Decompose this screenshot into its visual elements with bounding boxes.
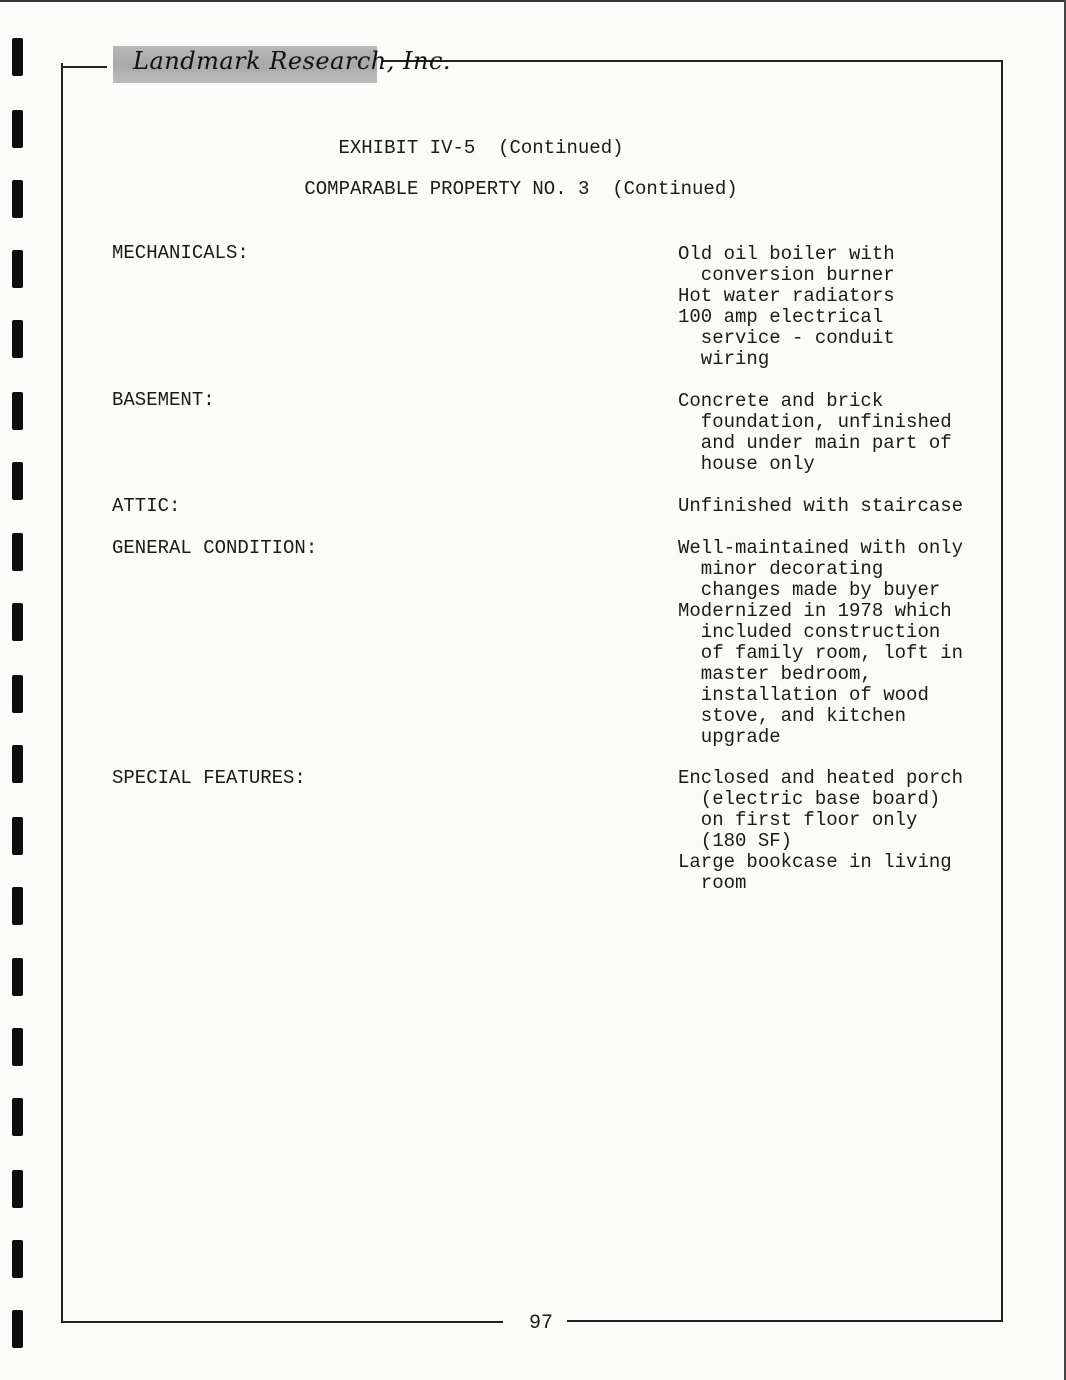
binding-mark (12, 1310, 23, 1348)
binding-mark (12, 675, 23, 713)
section-label-special-features: SPECIAL FEATURES: (112, 767, 306, 789)
binding-mark (12, 250, 23, 288)
binding-mark (12, 745, 23, 783)
binding-mark (12, 603, 23, 641)
frame-border-right (1001, 60, 1003, 1322)
binding-mark (12, 1170, 23, 1208)
section-value-general-condition: Well-maintained with only minor decorating changes made by buyer Modernized in 1978 which included construction of family room, loft in master bedroom, installation of wood stove, and kitchen upgrade (678, 537, 964, 748)
exhibit-title: EXHIBIT IV-5 (Continued) (338, 137, 624, 159)
section-label-basement: BASEMENT: (112, 389, 215, 411)
section-value-mechanicals: Old oil boiler with conversion burner Hot water radiators 100 amp electrical service - conduit wiring (678, 243, 895, 370)
section-label-attic: ATTIC: (112, 495, 181, 517)
property-title: COMPARABLE PROPERTY NO. 3 (Continued) (304, 178, 738, 200)
binding-mark (12, 533, 23, 571)
company-logo (113, 46, 452, 83)
frame-border-top (61, 66, 107, 68)
section-value-basement: Concrete and brick foundation, unfinished and under main part of house only (678, 390, 952, 475)
page-top-edge (0, 0, 1066, 2)
section-value-attic: Unfinished with staircase (678, 495, 964, 517)
section-label-general-condition: GENERAL CONDITION: (112, 537, 318, 559)
binding-mark (12, 817, 23, 855)
binding-mark (12, 1240, 23, 1278)
binding-mark (12, 392, 23, 430)
frame-border-top (383, 60, 1003, 62)
binding-mark (12, 1098, 23, 1136)
binding-mark (12, 1028, 23, 1066)
binding-mark (12, 38, 23, 76)
section-value-special-features: Enclosed and heated porch (electric base board) on first floor only (180 SF) Large bookcase in living room (678, 767, 964, 894)
binding-mark (12, 462, 23, 500)
section-label-mechanicals: MECHANICALS: (112, 242, 249, 264)
page-number: 97 (529, 1312, 554, 1335)
binding-mark (12, 320, 23, 358)
frame-border-bottom (61, 1321, 503, 1323)
binding-mark (12, 887, 23, 925)
binding-mark (12, 958, 23, 996)
frame-border-left (61, 63, 63, 1322)
logo-text: Landmark Research, Inc. (133, 47, 452, 75)
frame-border-bottom (567, 1320, 1003, 1322)
